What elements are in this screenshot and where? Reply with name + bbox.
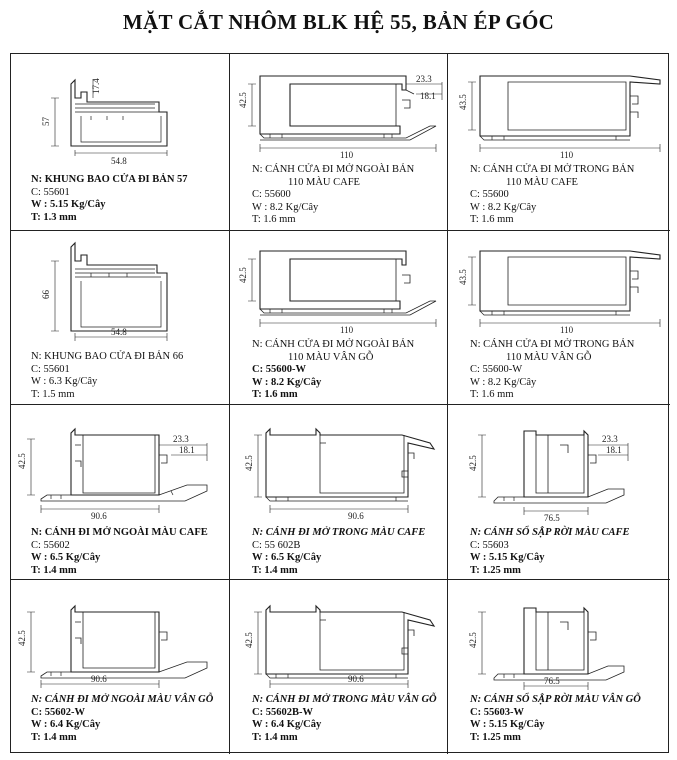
profile-info xyxy=(252,339,414,402)
profile-weight: W : 6.4 Kg/Cây xyxy=(31,719,101,731)
profile-catalog-grid xyxy=(10,53,669,753)
profile-weight: W : 6.3 Kg/Cây xyxy=(31,376,98,388)
profile-drawing xyxy=(230,54,448,164)
dim-label: 110 xyxy=(340,150,354,160)
profile-code: C: 55602-W xyxy=(31,706,85,718)
profile-name: N: CÁNH ĐI MỞ TRONG MÀU CAFE xyxy=(252,527,426,538)
profile-weight: W : 6.5 Kg/Cây xyxy=(252,552,322,564)
profile-thickness: T: 1.5 mm xyxy=(31,388,75,400)
profile-weight: W : 5.15 Kg/Cây xyxy=(470,719,545,731)
profile-card xyxy=(11,580,230,754)
profile-name-line2: 110 MÀU VÂN GỖ xyxy=(506,351,592,363)
dim-label: 18.1 xyxy=(606,445,622,455)
dim-label: 42.5 xyxy=(244,632,254,648)
profile-name-line2: 110 MÀU CAFE xyxy=(288,176,360,188)
profile-card xyxy=(230,405,448,580)
profile-info xyxy=(252,527,425,577)
profile-thickness: T: 1.4 mm xyxy=(252,564,298,576)
profile-info xyxy=(470,527,629,577)
profile-code: C: 55600 xyxy=(252,189,291,201)
dim-label: 110 xyxy=(560,150,574,160)
dim-label: 18.1 xyxy=(179,445,195,455)
dim-label: 90.6 xyxy=(91,674,107,684)
dim-label: 90.6 xyxy=(348,511,364,521)
profile-name: N: KHUNG BAO CỬA ĐI BẢN 57 xyxy=(31,174,188,185)
profile-weight: W : 8.2 Kg/Cây xyxy=(470,201,537,213)
dim-label: 23.3 xyxy=(416,74,432,84)
profile-info xyxy=(252,694,437,744)
dim-label: 43.5 xyxy=(458,94,468,110)
dim-label: 66 xyxy=(41,290,51,299)
dim-label: 90.6 xyxy=(348,674,364,684)
profile-thickness: T: 1.25 mm xyxy=(470,564,521,576)
dim-label: 42.5 xyxy=(17,453,27,469)
profile-thickness: T: 1.4 mm xyxy=(31,564,77,576)
profile-drawing xyxy=(448,580,670,692)
profile-card xyxy=(448,54,670,231)
profile-code: C: 55603-W xyxy=(470,706,524,718)
dim-label: 110 xyxy=(340,325,354,335)
profile-drawing xyxy=(11,54,230,174)
dim-label: 42.5 xyxy=(238,267,248,283)
profile-card xyxy=(448,231,670,405)
profile-card xyxy=(230,580,448,754)
profile-thickness: T: 1.6 mm xyxy=(470,214,514,226)
profile-drawing xyxy=(11,405,230,525)
profile-drawing xyxy=(11,580,230,692)
profile-name: N: CÁNH CỬA ĐI MỞ NGOÀI BẢN xyxy=(252,339,415,350)
profile-weight: W : 8.2 Kg/Cây xyxy=(252,376,322,388)
dim-label: 18.1 xyxy=(420,91,436,101)
profile-name: N: CÁNH SỔ SẬP RỜI MÀU CAFE xyxy=(470,527,630,538)
profile-code: C: 55601 xyxy=(31,363,70,375)
dim-label: 54.8 xyxy=(111,327,127,337)
dim-label: 54.8 xyxy=(111,156,127,166)
profile-code: C: 55600-W xyxy=(470,364,523,376)
dim-label: 42.5 xyxy=(244,455,254,471)
profile-thickness: T: 1.25 mm xyxy=(470,731,521,743)
profile-code: C: 55 602B xyxy=(252,539,301,551)
dim-label: 76.5 xyxy=(544,513,560,523)
profile-drawing xyxy=(448,231,670,341)
profile-info xyxy=(470,694,641,744)
profile-card xyxy=(230,231,448,405)
profile-name: N: CÁNH ĐI MỞ NGOÀI MÀU VÂN GỖ xyxy=(31,694,214,705)
profile-card xyxy=(230,54,448,231)
profile-weight: W : 8.2 Kg/Cây xyxy=(252,201,319,213)
profile-info xyxy=(470,339,634,402)
profile-thickness: T: 1.4 mm xyxy=(31,731,77,743)
profile-name-line2: 110 MÀU VÂN GỖ xyxy=(288,351,374,363)
dim-label: 110 xyxy=(560,325,574,335)
profile-drawing xyxy=(230,405,448,525)
profile-drawing xyxy=(448,405,670,525)
profile-thickness: T: 1.6 mm xyxy=(252,389,298,401)
profile-info xyxy=(31,694,213,744)
profile-name: N: CÁNH ĐI MỞ NGOÀI MÀU CAFE xyxy=(31,527,208,538)
profile-card xyxy=(11,231,230,405)
profile-name: N: KHUNG BAO CỬA ĐI BẢN 66 xyxy=(31,351,184,362)
dim-label: 90.6 xyxy=(91,511,107,521)
profile-card xyxy=(11,54,230,231)
dim-label: 57 xyxy=(41,117,51,126)
profile-code: C: 55600 xyxy=(470,189,509,201)
profile-name: N: CÁNH SỔ SẬP RỜI MÀU VÂN GỖ xyxy=(470,694,641,705)
dim-label: 42.5 xyxy=(238,92,248,108)
profile-drawing xyxy=(230,580,448,692)
dim-label: 76.5 xyxy=(544,676,560,686)
profile-info xyxy=(31,527,208,577)
dim-label: 42.5 xyxy=(468,455,478,471)
profile-code: C: 55602B-W xyxy=(252,706,313,718)
profile-card xyxy=(11,405,230,580)
profile-drawing xyxy=(230,231,448,341)
profile-weight: W : 6.5 Kg/Cây xyxy=(31,552,101,564)
profile-name: N: CÁNH CỬA ĐI MỞ TRONG BẢN xyxy=(470,164,635,175)
profile-card xyxy=(448,405,670,580)
profile-code: C: 55603 xyxy=(470,539,509,551)
profile-weight: W : 5.15 Kg/Cây xyxy=(31,199,106,211)
profile-drawing xyxy=(11,231,230,351)
dim-label: 23.3 xyxy=(173,434,189,444)
profile-info xyxy=(31,351,183,401)
profile-code: C: 55601 xyxy=(31,186,70,198)
profile-code: C: 55602 xyxy=(31,539,70,551)
dim-label: 43.5 xyxy=(458,269,468,285)
profile-name: N: CÁNH ĐI MỞ TRONG MÀU VÂN GỖ xyxy=(252,694,437,705)
profile-info xyxy=(31,174,188,224)
profile-info xyxy=(252,164,414,227)
profile-thickness: T: 1.6 mm xyxy=(252,214,296,226)
profile-weight: W : 8.2 Kg/Cây xyxy=(470,376,537,388)
page-title: MẶT CẮT NHÔM BLK HỆ 55, BẢN ÉP GÓC xyxy=(122,10,555,34)
dim-label: 42.5 xyxy=(17,630,27,646)
profile-thickness: T: 1.6 mm xyxy=(470,389,514,401)
profile-weight: W : 5.15 Kg/Cây xyxy=(470,552,545,564)
profile-card xyxy=(448,580,670,754)
profile-name: N: CÁNH CỬA ĐI MỞ TRONG BẢN xyxy=(470,339,635,350)
profile-name: N: CÁNH CỬA ĐI MỞ NGOÀI BẢN xyxy=(252,164,415,175)
dim-label: 17.4 xyxy=(91,78,101,94)
dim-label: 23.3 xyxy=(602,434,618,444)
profile-thickness: T: 1.3 mm xyxy=(31,211,77,223)
profile-info xyxy=(470,164,634,227)
profile-name-line2: 110 MÀU CAFE xyxy=(506,176,578,188)
profile-drawing xyxy=(448,54,670,164)
profile-code: C: 55600-W xyxy=(252,364,306,376)
profile-thickness: T: 1.4 mm xyxy=(252,731,298,743)
dim-label: 42.5 xyxy=(468,632,478,648)
profile-weight: W : 6.4 Kg/Cây xyxy=(252,719,322,731)
